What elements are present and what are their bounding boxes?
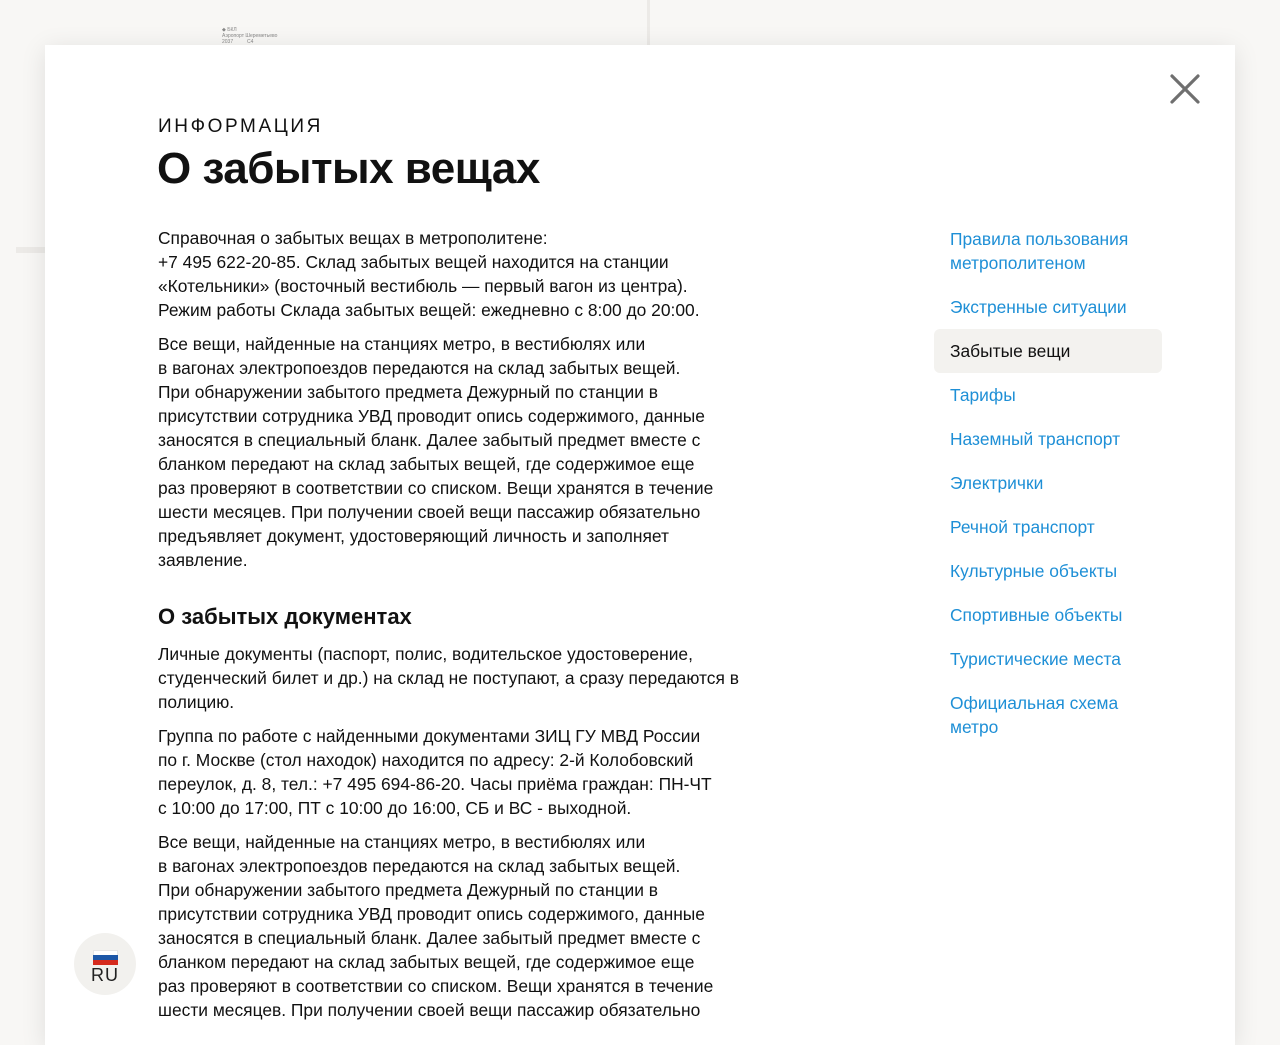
language-switcher[interactable] [74,933,136,995]
sidebar-item-ground-transport[interactable]: Наземный транспорт [950,429,1121,449]
sidebar-item-river-transport[interactable]: Речной транспорт [950,517,1095,537]
info-sidebar-nav [934,227,1162,759]
language-label: RU [91,965,119,985]
sidebar-item-sports-objects[interactable]: Спортивные объекты [950,605,1123,625]
paragraph: Справочная о забытых вещах в метрополитене: +7 495 622-20-85. Склад забытых вещей находится на станции «Котельники» (восточный вестибюль — первый вагон из центра). Режим работы Склада забытых вещей: ежедневно с 8:00 до 20:00. [158,228,700,320]
article-content [158,226,763,1032]
sidebar-item-emergencies[interactable]: Экстренные ситуации [950,297,1127,317]
backdrop-map-label-line: 2037 C4 [222,39,254,45]
russia-flag-icon [93,950,118,965]
sidebar-item-tariffs[interactable]: Тарифы [950,385,1016,405]
paragraph: Все вещи, найденные на станциях метро, в вестибюлях или в вагонах электропоездов передаются на склад забытых вещей. При обнаружении забытого предмета Дежурный по станции в присутствии сотрудника УВД проводит опись содержимого, данные заносятся в специальный бланк. Далее забытый предмет вместе с бланком передают на склад забытых вещей, где содержимое еще раз проверяют в соответствии со списком. Вещи хранятся в течение шести месяцев. При получении своей вещи пассажир обязательно предъявляет документ, удостоверяющий личность и заполняет заявление. [158,334,714,570]
backdrop-map-label-line: Аэропорт Шереметьево [222,33,278,39]
sidebar-item-lost-items[interactable]: Забытые вещи [934,329,1162,373]
page-title: О забытых вещах [157,144,540,193]
paragraph: Личные документы (паспорт, полис, водительское удостоверение, студенческий билет и др.) на склад не поступают, а сразу передаются в полицию. [158,644,739,712]
sidebar-item-rules[interactable]: Правила пользования метрополитеном [950,229,1129,273]
backdrop-map-label-line: ◆ БКЛ [222,27,237,33]
sidebar-item-official-map[interactable]: Официальная схема метро [950,693,1119,737]
sidebar-item-tourist-places[interactable]: Туристические места [950,649,1121,669]
section-eyebrow: ИНФОРМАЦИЯ [158,116,323,137]
backdrop-map-line [16,247,46,253]
paragraph: Группа по работе с найденными документами ЗИЦ ГУ МВД России по г. Москве (стол находок) находится по адресу: 2-й Колобовский переулок, д. 8, тел.: +7 495 694-86-20. Часы приёма граждан: ПН-ЧТ с 10:00 до 17:00, ПТ с 10:00 до 16:00, СБ и ВС - выходной. [158,726,712,818]
section-heading: О забытых документах [158,604,412,629]
sidebar-item-cultural-objects[interactable]: Культурные объекты [950,561,1118,581]
close-x-icon [1167,71,1203,107]
close-button[interactable] [1167,71,1203,107]
sidebar-item-suburban-trains[interactable]: Электрички [950,473,1044,493]
backdrop-map-label [222,27,277,45]
paragraph: Все вещи, найденные на станциях метро, в вестибюлях или в вагонах электропоездов передаются на склад забытых вещей. При обнаружении забытого предмета Дежурный по станции в присутствии сотрудника УВД проводит опись содержимого, данные заносятся в специальный бланк. Далее забытый предмет вместе с бланком передают на склад забытых вещей, где содержимое еще раз проверяют в соответствии со списком. Вещи хранятся в течение шести месяцев. При получении своей вещи пассажир обязательно [158,832,714,1020]
